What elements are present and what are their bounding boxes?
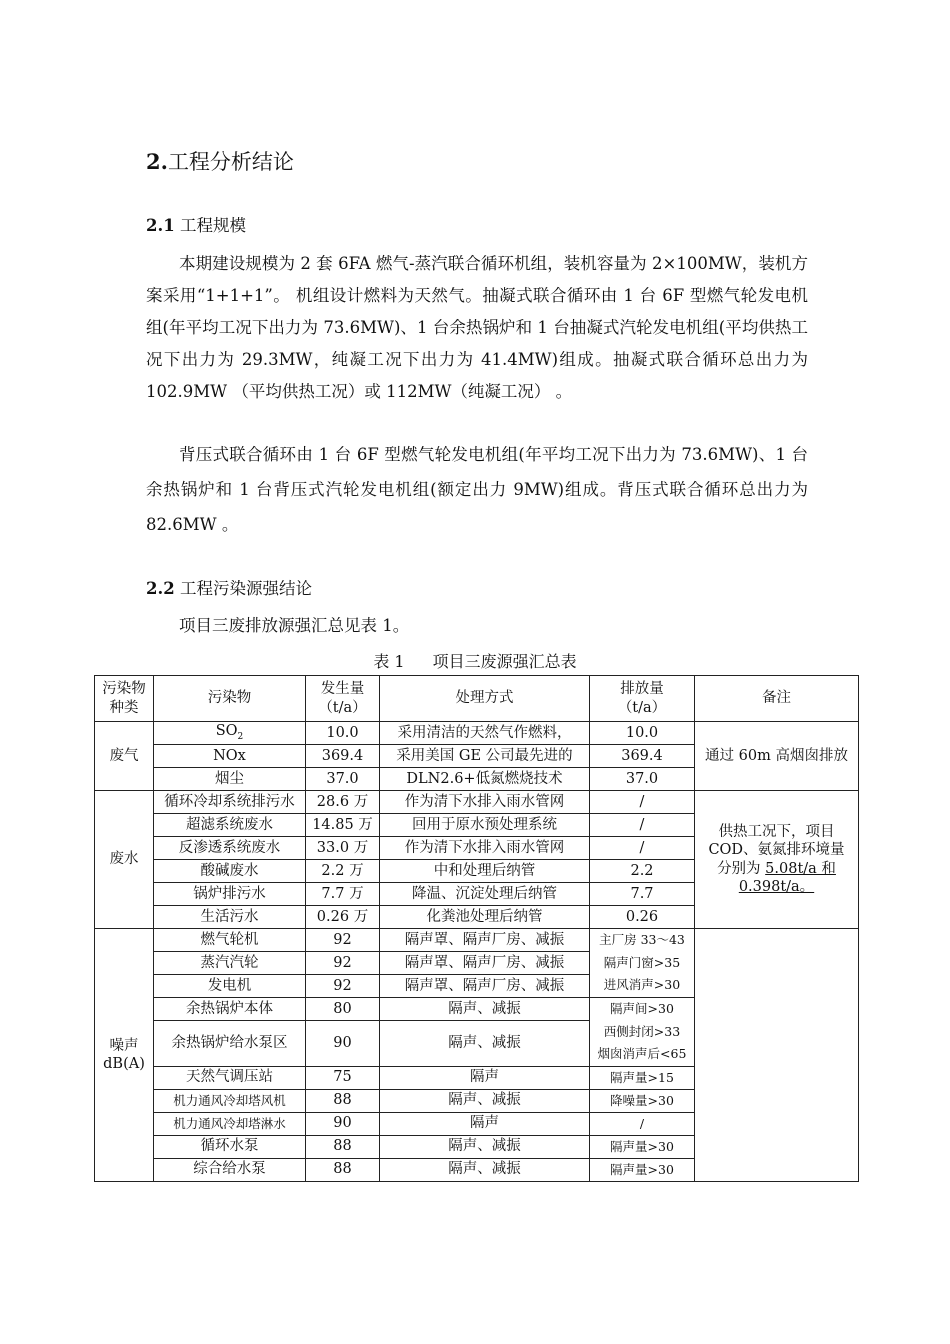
cell-treatment: 隔声、减振 xyxy=(380,1021,590,1066)
cell-treatment: 中和处理后纳管 xyxy=(380,860,590,883)
remark-gas: 通过 60m 高烟囱排放 xyxy=(695,722,859,791)
table-row xyxy=(95,791,859,814)
cell-emit: 隔声量>15 xyxy=(590,1066,695,1089)
cell-emit: 10.0 xyxy=(590,722,695,745)
cell-treatment: 隔声 xyxy=(380,1066,590,1089)
cell-gen: 28.6 万 xyxy=(306,791,380,814)
pollution-source-table xyxy=(94,675,859,1182)
cell-gen: 88 xyxy=(306,1158,380,1181)
cell-emit: / xyxy=(590,1112,695,1135)
table-row xyxy=(95,929,859,952)
table-header-row xyxy=(95,676,859,722)
table-caption: 表 1 项目三废源强汇总表 xyxy=(373,652,577,671)
cell-pollutant: 综合给水泵 xyxy=(154,1158,306,1181)
cell-pollutant: 天然气调压站 xyxy=(154,1066,306,1089)
cell-treatment: 隔声、减振 xyxy=(380,1089,590,1112)
cell-pollutant: 生活污水 xyxy=(154,906,306,929)
category-water: 废水 xyxy=(95,791,154,929)
cell-treatment: 降温、沉淀处理后纳管 xyxy=(380,883,590,906)
cell-treatment: 作为清下水排入雨水管网 xyxy=(380,791,590,814)
header-category: 污染物种类 xyxy=(95,676,154,722)
cell-emit: 2.2 xyxy=(590,860,695,883)
paragraph-table-intro: 项目三废排放源强汇总见表 1。 xyxy=(179,616,410,635)
cell-gen: 33.0 万 xyxy=(306,837,380,860)
remark-noise xyxy=(695,929,859,1182)
cell-emit: 7.7 xyxy=(590,883,695,906)
cell-gen: 10.0 xyxy=(306,722,380,745)
cell-treatment: 隔声、减振 xyxy=(380,998,590,1021)
header-remark: 备注 xyxy=(695,676,859,722)
cell-pollutant: 余热锅炉本体 xyxy=(154,998,306,1021)
cell-gen: 369.4 xyxy=(306,745,380,768)
cell-emit: 369.4 xyxy=(590,745,695,768)
cell-pollutant: 发电机 xyxy=(154,975,306,998)
table-row xyxy=(95,722,859,745)
cell-gen: 88 xyxy=(306,1135,380,1158)
pollutant-nox: NOx xyxy=(154,745,306,768)
cell-treatment: 隔声罩、隔声厂房、减振 xyxy=(380,975,590,998)
cell-pollutant: 燃气轮机 xyxy=(154,929,306,952)
cell-gen: 37.0 xyxy=(306,768,380,791)
cell-pollutant: 机力通风冷却塔风机 xyxy=(154,1089,306,1112)
cell-emit: 降噪量>30 xyxy=(590,1089,695,1112)
cell-emit: / xyxy=(590,837,695,860)
cell-pollutant: 反渗透系统废水 xyxy=(154,837,306,860)
cell-pollutant: 机力通风冷却塔淋水 xyxy=(154,1112,306,1135)
header-emission: 排放量 （t/a） xyxy=(590,676,695,722)
header-treatment: 处理方式 xyxy=(380,676,590,722)
cell-gen: 90 xyxy=(306,1112,380,1135)
cell-treatment: 采用清洁的天然气作燃料， xyxy=(380,722,590,745)
cell-treatment: 隔声、减振 xyxy=(380,1158,590,1181)
cell-treatment: 隔声罩、隔声厂房、减振 xyxy=(380,952,590,975)
paragraph-backpressure: 背压式联合循环由 1 台 6F 型燃气轮发电机组(年平均工况下出力为 73.6MW)、1 台余热锅炉和 1 台背压式汽轮发电机组(额定出力 9MW)组成。背压式联合循环总出力为 82.6MW 。 xyxy=(146,445,808,534)
cell-treatment: DLN2.6+低氮燃烧技术 xyxy=(380,768,590,791)
cell-treatment: 作为清下水排入雨水管网 xyxy=(380,837,590,860)
pollutant-so2: $SO_2$ xyxy=(154,722,306,745)
cell-pollutant: 循环冷却系统排污水 xyxy=(154,791,306,814)
cell-gen: 92 xyxy=(306,952,380,975)
cell-emit: 隔声间>30 西侧封闭>33 烟囱消声后<65 xyxy=(590,998,695,1067)
cell-pollutant: 锅炉排污水 xyxy=(154,883,306,906)
cell-emit: 隔声量>30 xyxy=(590,1158,695,1181)
category-gas: 废气 xyxy=(95,722,154,791)
cell-gen: 80 xyxy=(306,998,380,1021)
cell-treatment: 化粪池处理后纳管 xyxy=(380,906,590,929)
cell-gen: 0.26 万 xyxy=(306,906,380,929)
subsection-heading-scale: 2.1 工程规模 xyxy=(146,216,246,235)
cell-pollutant: 超滤系统废水 xyxy=(154,814,306,837)
cell-gen: 92 xyxy=(306,975,380,998)
remark-water: 供热工况下，项目 COD、氨氮排环境量 分别为 5.08t/a 和 0.398t/a。 xyxy=(695,791,859,929)
cell-gen: 7.7 万 xyxy=(306,883,380,906)
cell-gen: 92 xyxy=(306,929,380,952)
cell-pollutant: 酸碱废水 xyxy=(154,860,306,883)
cell-gen: 75 xyxy=(306,1066,380,1089)
subsection-heading-pollution: 2.2 工程污染源强结论 xyxy=(146,579,312,598)
cell-gen: 14.85 万 xyxy=(306,814,380,837)
section-heading: 2.工程分析结论 xyxy=(146,149,294,174)
cell-treatment: 隔声罩、隔声厂房、减振 xyxy=(380,929,590,952)
cell-emit: / xyxy=(590,791,695,814)
header-generation: 发生量 （t/a） xyxy=(306,676,380,722)
cell-pollutant: 蒸汽汽轮 xyxy=(154,952,306,975)
cell-pollutant: 循环水泵 xyxy=(154,1135,306,1158)
cell-emit: 主厂房 33～43 隔声门窗>35 进风消声>30 xyxy=(590,929,695,998)
header-pollutant: 污染物 xyxy=(154,676,306,722)
cell-gen: 90 xyxy=(306,1021,380,1066)
cell-gen: 2.2 万 xyxy=(306,860,380,883)
cell-gen: 88 xyxy=(306,1089,380,1112)
category-noise: 噪声 dB(A) xyxy=(95,929,154,1182)
cell-treatment: 隔声、减振 xyxy=(380,1135,590,1158)
cell-emit: / xyxy=(590,814,695,837)
pollutant-dust: 烟尘 xyxy=(154,768,306,791)
cell-treatment: 采用美国 GE 公司最先进的 xyxy=(380,745,590,768)
paragraph-scale: 本期建设规模为 2 套 6FA 燃气-蒸汽联合循环机组，装机容量为 2×100MW，装机方案采用“1+1+1”。 机组设计燃料为天然气。抽凝式联合循环由 1 台 6F 型燃气轮发电机组(年平均工况下出力为 73.6MW)、1 台余热锅炉和 1 台抽凝式汽轮发电机组(平均供热工况下出力为 29.3MW，纯凝工况下出力为 41.4MW)组成。抽凝式联合循环总出力为 102.9MW （平均供热工况）或 112MW（纯凝工况） 。 xyxy=(146,254,808,401)
cell-treatment: 回用于原水预处理系统 xyxy=(380,814,590,837)
cell-emit: 37.0 xyxy=(590,768,695,791)
cell-emit: 0.26 xyxy=(590,906,695,929)
cell-emit: 隔声量>30 xyxy=(590,1135,695,1158)
cell-pollutant: 余热锅炉给水泵区 xyxy=(154,1021,306,1066)
cell-treatment: 隔声 xyxy=(380,1112,590,1135)
